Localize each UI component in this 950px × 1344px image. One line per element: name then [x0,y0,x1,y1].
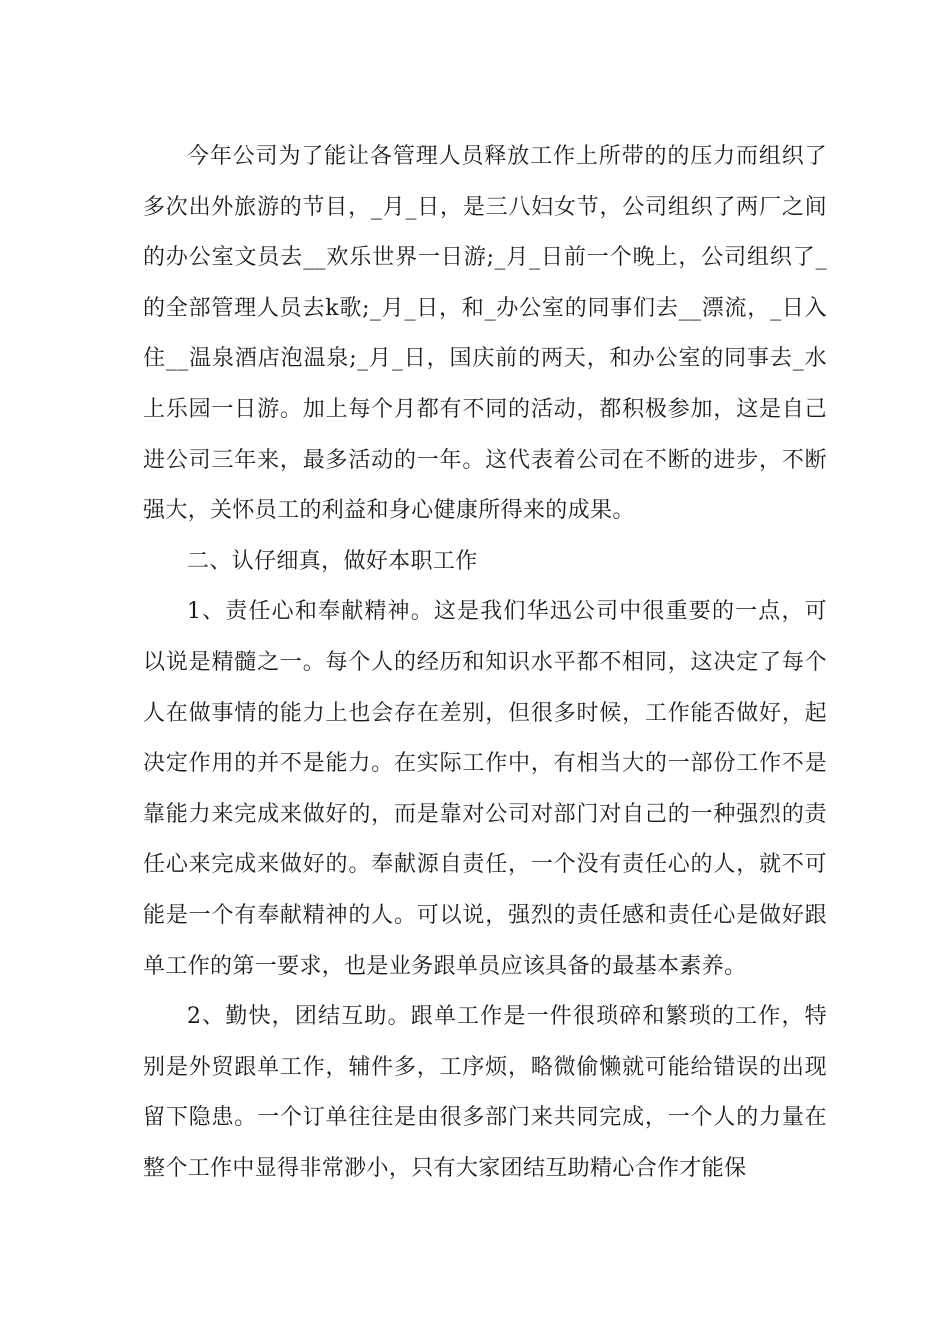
paragraph-responsibility: 1、责任心和奉献精神。这是我们华迅公司中很重要的一点，可以说是精髓之一。每个人的经历和知识水平都不相同，这决定了每个人在做事情的能力上也会存在差别，但很多时候，工作能否做好，起决定作用的并不是能力。在实际工作中，有相当大的一部份工作不是靠能力来完成来做好的，而是靠对公司对部门对自己的一种强烈的责任心来完成来做好的。奉献源自责任，一个没有责任心的人，就不可能是一个有奉献精神的人。可以说，强烈的责任感和责任心是做好跟单工作的第一要求，也是业务跟单员应该具备的最基本素养。 [143,599,827,979]
paragraph-teamwork: 2、勤快，团结互助。跟单工作是一件很琐碎和繁琐的工作，特别是外贸跟单工作，辅件多，工序烦，略微偷懒就可能给错误的出现留下隐患。一个订单往往是由很多部门来共同完成，一个人的力量在整个工作中显得非常渺小，只有大家团结互助精心合作才能保 [143,1004,827,1181]
document-body [143,132,827,1194]
paragraph-company-activities: 今年公司为了能让各管理人员释放工作上所带的的压力而组织了多次出外旅游的节目，_月_日，是三八妇女节，公司组织了两厂之间的办公室文员去__欢乐世界一日游;_月_日前一个晚上，公司组织了_的全部管理人员去k歌;_月_日，和_办公室的同事们去__漂流，_日入住__温泉酒店泡温泉;_月_日，国庆前的两天，和办公室的同事去_水上乐园一日游。加上每个月都有不同的活动，都积极参加，这是自己进公司三年来，最多活动的一年。这代表着公司在不断的进步，不断强大，关怀员工的利益和身心健康所得来的成果。 [143,144,827,524]
section-heading: 二、认仔细真，做好本职工作 [187,548,478,574]
